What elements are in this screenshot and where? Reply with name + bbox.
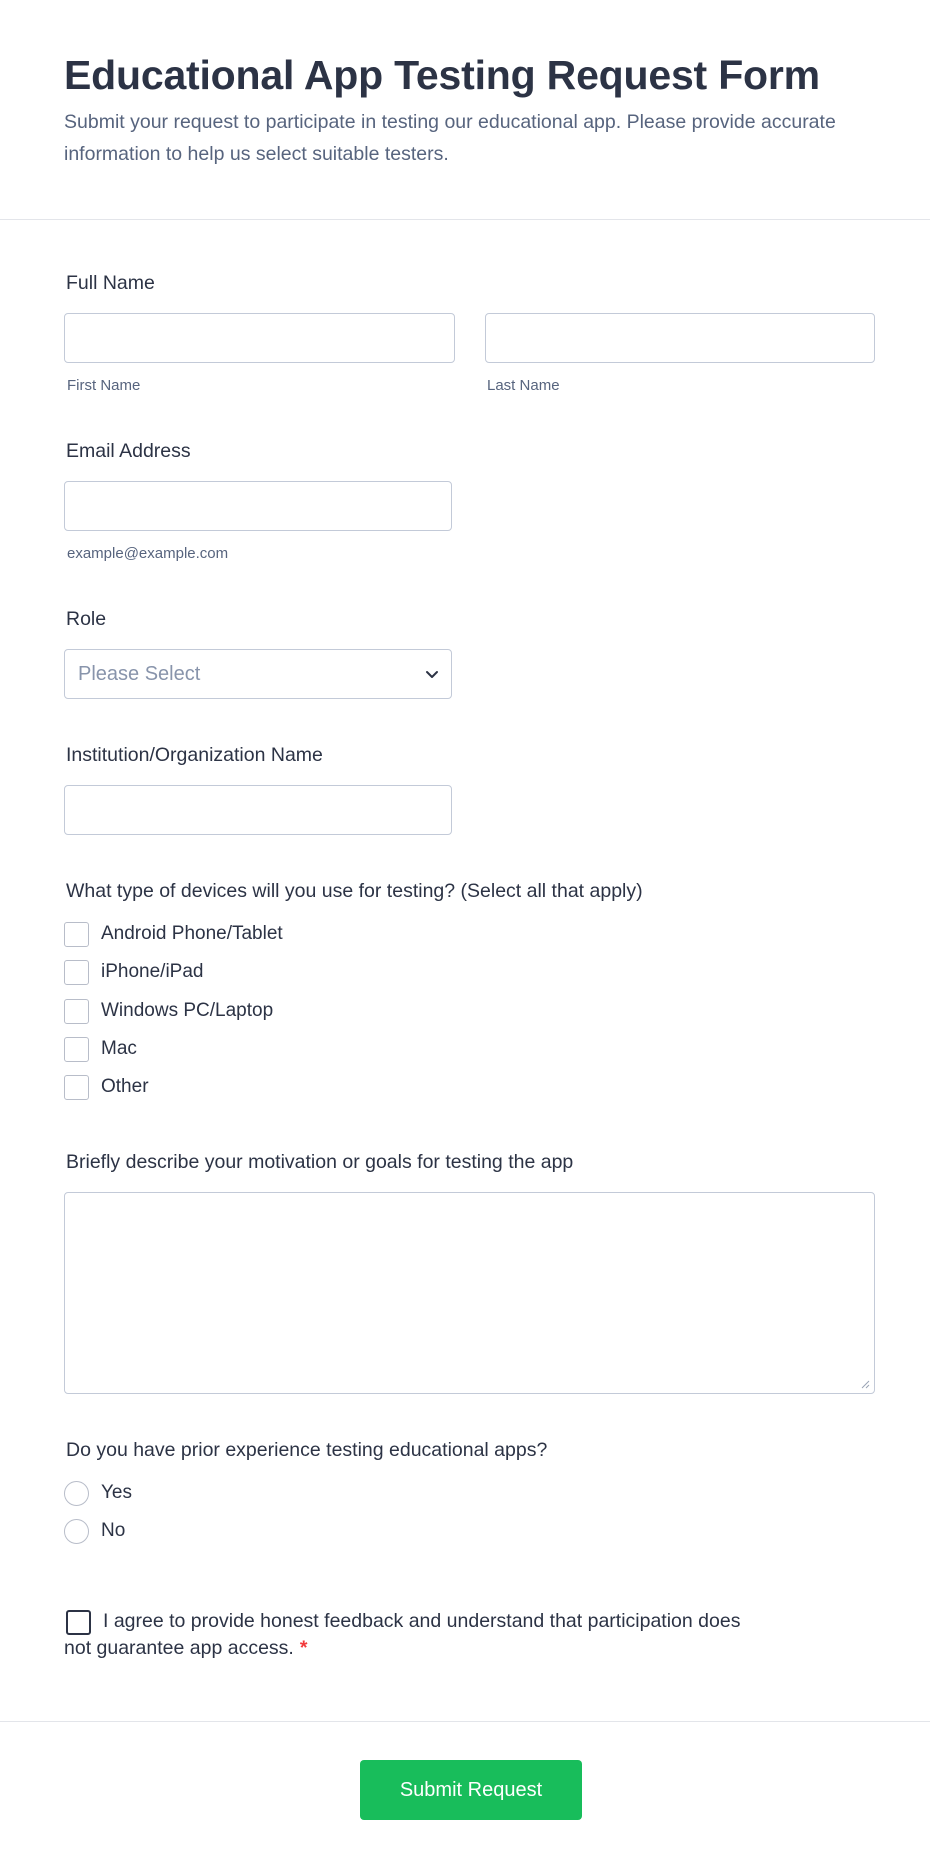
institution-label: Institution/Organization Name	[66, 744, 323, 766]
device-checkbox[interactable]	[64, 960, 89, 985]
agreement-checkbox[interactable]	[66, 1610, 91, 1635]
form-subtitle: Submit your request to participate in testing our educational app. Please provide accurate information to help us select suitable testers.	[64, 111, 836, 165]
form-title: Educational App Testing Request Form	[64, 52, 820, 98]
email-label: Email Address	[66, 440, 191, 462]
motivation-textarea[interactable]	[64, 1192, 875, 1394]
email-sublabel: example@example.com	[67, 545, 229, 562]
experience-label: Do you have prior experience testing educational apps?	[66, 1439, 548, 1461]
device-option-label: Android Phone/Tablet	[101, 923, 283, 944]
role-select[interactable]	[64, 649, 452, 699]
device-checkbox[interactable]	[64, 922, 89, 947]
institution-input[interactable]	[64, 785, 452, 835]
form-header	[0, 0, 930, 220]
resize-grip-icon[interactable]	[860, 1379, 870, 1389]
device-checkbox[interactable]	[64, 999, 89, 1024]
motivation-label: Briefly describe your motivation or goals for testing the app	[66, 1151, 574, 1173]
submit-button[interactable]: Submit Request	[360, 1760, 582, 1820]
device-option-label: iPhone/iPad	[101, 961, 204, 982]
first-name-input[interactable]	[64, 313, 455, 363]
agreement-label: I agree to provide honest feedback and understand that participation does not guarantee app access.	[64, 1610, 741, 1659]
full-name-label: Full Name	[66, 272, 155, 294]
chevron-down-icon	[423, 665, 441, 683]
device-checkbox[interactable]	[64, 1075, 89, 1100]
experience-radio[interactable]	[64, 1481, 89, 1506]
required-mark: *	[299, 1637, 308, 1659]
device-option-label: Windows PC/Laptop	[101, 1000, 274, 1021]
email-input[interactable]	[64, 481, 452, 531]
last-name-input[interactable]	[485, 313, 875, 363]
device-option-label: Other	[101, 1076, 149, 1097]
role-label: Role	[66, 608, 107, 630]
devices-label: What type of devices will you use for testing? (Select all that apply)	[66, 880, 643, 902]
device-checkbox[interactable]	[64, 1037, 89, 1062]
experience-option-label: Yes	[101, 1482, 132, 1503]
role-select-value: Please Select	[78, 663, 201, 685]
agreement-text	[64, 1608, 764, 1662]
first-name-sublabel: First Name	[67, 377, 141, 394]
experience-radio[interactable]	[64, 1519, 89, 1544]
device-option-label: Mac	[101, 1038, 137, 1059]
experience-option-label: No	[101, 1520, 126, 1541]
last-name-sublabel: Last Name	[487, 377, 560, 394]
